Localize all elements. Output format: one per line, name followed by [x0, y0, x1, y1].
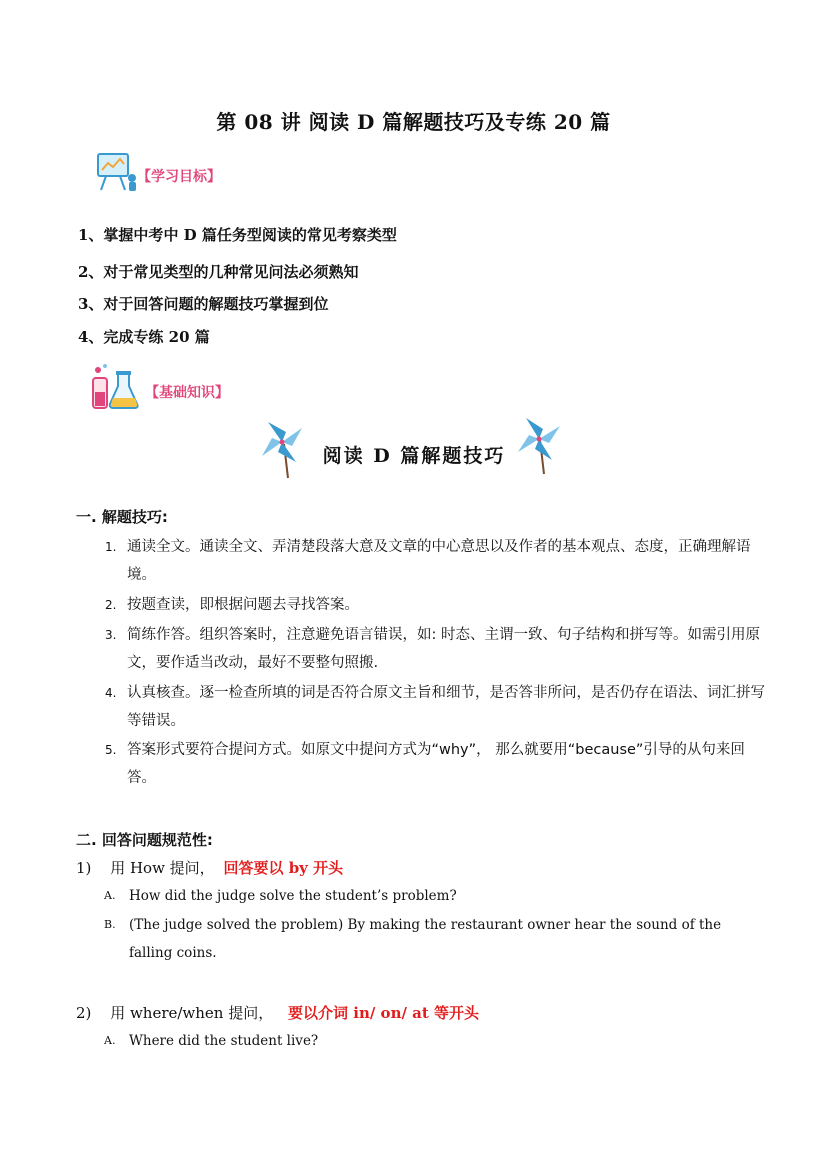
- tip-item: [105, 591, 765, 619]
- option-letter: A.: [104, 889, 116, 902]
- goal-item: 4、完成专练 20 篇: [78, 328, 210, 346]
- example-option: [104, 1027, 764, 1055]
- option-letter: B.: [104, 918, 116, 931]
- tip-number: 2.: [105, 598, 117, 612]
- question-rule: [76, 857, 343, 878]
- option-text: (The judge solved the problem) By making the restaurant owner hear the sound of the falling coins.: [129, 917, 722, 961]
- tip-text: 答案形式要符合提问方式。如原文中提问方式为“why”， 那么就要用“because”引导的从句来回答。: [127, 742, 745, 786]
- basics-badge: 【基础知识】: [145, 385, 229, 401]
- section-title: 阅读 D 篇解题技巧: [322, 445, 506, 467]
- goal-item: 1、掌握中考中 D 篇任务型阅读的常见考察类型: [78, 226, 397, 244]
- goal-item: 3、对于回答问题的解题技巧掌握到位: [78, 295, 329, 313]
- document-title: 第 08 讲 阅读 D 篇解题技巧及专练 20 篇: [216, 110, 611, 134]
- tip-text: 按题查读，即根据问题去寻找答案。: [127, 597, 359, 613]
- tip-text: 简练作答。组织答案时，注意避免语言错误，如: 时态、主谓一致、句子结构和拼写等。如需引用原文，要作适当改动，最好不要整句照搬.: [127, 627, 760, 671]
- rule-prefix: 用 where/when 提问，: [110, 1004, 274, 1022]
- tip-text: 认真核查。逐一检查所填的词是否符合原文主旨和细节，是否答非所问，是否仍存在语法、词汇拼写等错误。: [127, 685, 765, 729]
- tip-item: [105, 621, 765, 677]
- rule-number: 1): [76, 859, 92, 877]
- tip-number: 1.: [105, 540, 117, 554]
- rule-number: 2): [76, 1004, 92, 1022]
- goals-badge: 【学习目标】: [137, 169, 221, 185]
- flask-icon: [88, 362, 140, 412]
- pinwheel-icon: [514, 414, 564, 476]
- rule-highlight: 要以介词 in/ on/ at 等开头: [288, 1004, 480, 1022]
- tip-item: [105, 736, 765, 792]
- rule-prefix: 用 How 提问，: [110, 859, 215, 877]
- rule-highlight: 回答要以 by 开头: [223, 859, 344, 877]
- goal-item: 2、对于常见类型的几种常见问法必须熟知: [78, 263, 359, 281]
- easel-icon: [92, 150, 142, 192]
- option-text: Where did the student live?: [129, 1033, 319, 1049]
- part2-heading: 二. 回答问题规范性:: [76, 831, 213, 849]
- tip-number: 3.: [105, 628, 117, 642]
- tip-number: 4.: [105, 686, 117, 700]
- option-letter: A.: [104, 1034, 116, 1047]
- example-option: [104, 911, 764, 967]
- option-text: How did the judge solve the student’s problem?: [129, 888, 457, 904]
- tip-number: 5.: [105, 743, 117, 757]
- example-option: [104, 882, 764, 910]
- question-rule: [76, 1002, 479, 1023]
- tip-item: [105, 533, 765, 589]
- tip-text: 通读全文。通读全文、弄清楚段落大意及文章的中心意思以及作者的基本观点、态度，正确理解语境。: [127, 539, 751, 583]
- tip-item: [105, 679, 765, 735]
- part1-heading: 一. 解题技巧:: [76, 508, 168, 526]
